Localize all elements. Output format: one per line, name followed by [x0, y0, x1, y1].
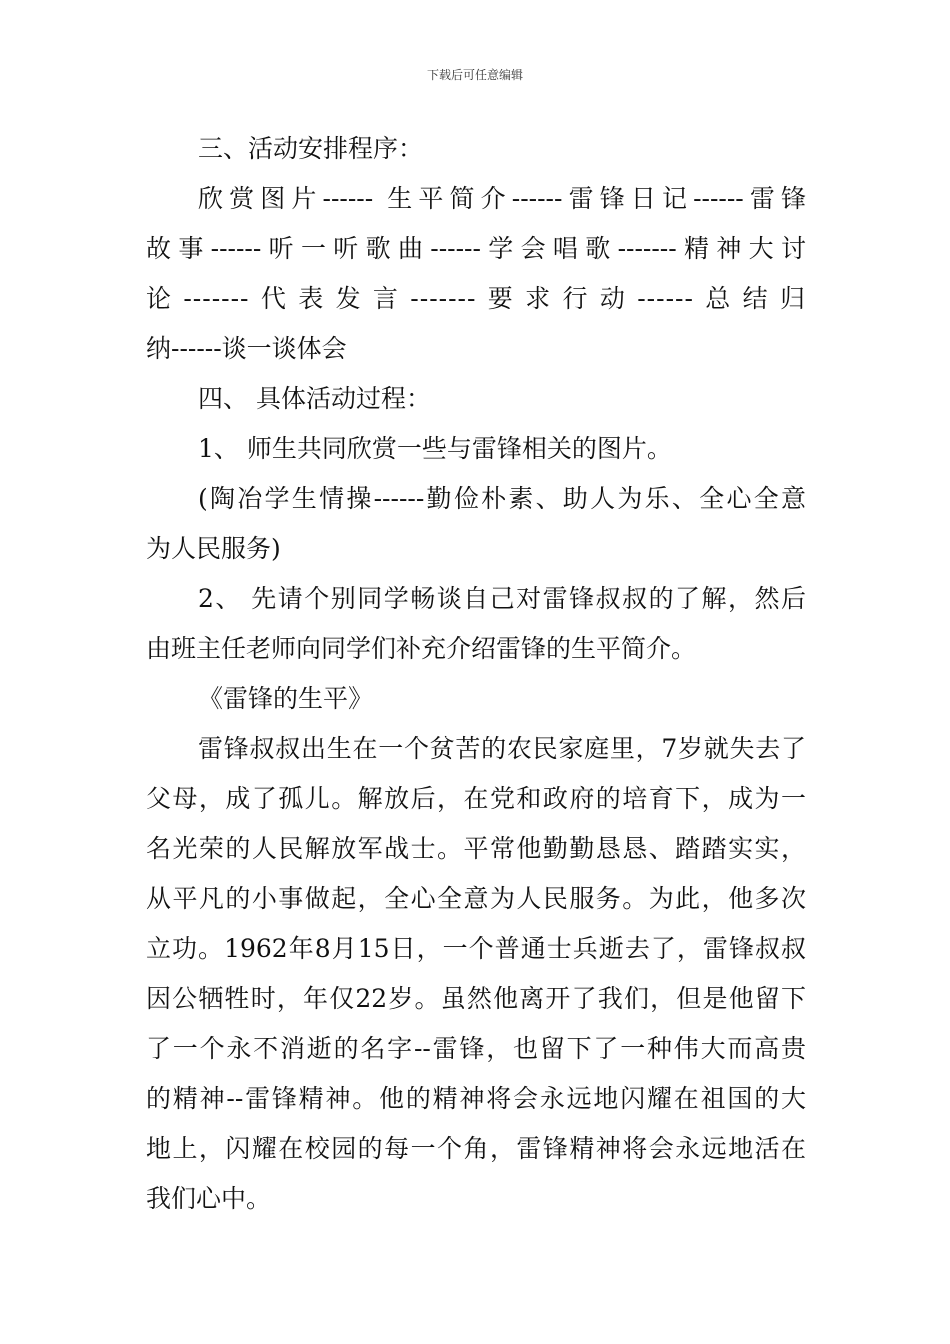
- section-heading-activity-schedule: 三、活动安排程序：: [198, 134, 424, 163]
- paragraph-line: 为人民服务): [146, 534, 281, 563]
- paragraph-line: 论-------代表发言-------要求行动------总结归: [146, 284, 806, 313]
- list-item-1: 1、 师生共同欣赏一些与雷锋相关的图片。: [198, 434, 672, 463]
- paragraph-line: 地上，闪耀在校园的每一个角，雷锋精神将会永远地活在: [146, 1134, 806, 1163]
- paragraph-line: 故事------听一听歌曲------学会唱歌-------精神大讨: [146, 234, 806, 263]
- paragraph-line: 名光荣的人民解放军战士。平常他勤勤恳恳、踏踏实实，: [146, 834, 806, 863]
- paragraph-line: 立功。1962年8月15日，一个普通士兵逝去了，雷锋叔叔: [146, 934, 806, 963]
- paragraph-line: 父母，成了孤儿。解放后，在党和政府的培育下，成为一: [146, 784, 806, 813]
- subsection-title: 《雷锋的生平》: [198, 684, 374, 713]
- paragraph-line: 欣赏图片------ 生平简介------雷锋日记------雷锋: [198, 184, 806, 213]
- paragraph-line: 因公牺牲时，年仅22岁。虽然他离开了我们，但是他留下: [146, 984, 806, 1013]
- section-heading-activity-process: 四、 具体活动过程：: [198, 384, 431, 413]
- paragraph-line: 雷锋叔叔出生在一个贫苦的农民家庭里，7岁就失去了: [198, 734, 806, 763]
- paragraph-line: (陶冶学生情操------勤俭朴素、助人为乐、全心全意: [198, 484, 806, 513]
- document-body: [146, 124, 806, 1224]
- paragraph-line: 我们心中。: [146, 1184, 272, 1213]
- paragraph-line: 的精神--雷锋精神。他的精神将会永远地闪耀在祖国的大: [146, 1084, 806, 1113]
- paragraph-line: 从平凡的小事做起，全心全意为人民服务。为此，他多次: [146, 884, 806, 913]
- paragraph-line: 了一个永不消逝的名字--雷锋，也留下了一种伟大而高贵: [146, 1034, 806, 1063]
- paragraph-line: 纳------谈一谈体会: [146, 334, 347, 363]
- header-note: 下载后可任意编辑: [426, 68, 523, 82]
- list-item-2: 2、 先请个别同学畅谈自己对雷锋叔叔的了解，然后: [198, 584, 806, 613]
- paragraph-line: 由班主任老师向同学们补充介绍雷锋的生平简介。: [146, 634, 697, 663]
